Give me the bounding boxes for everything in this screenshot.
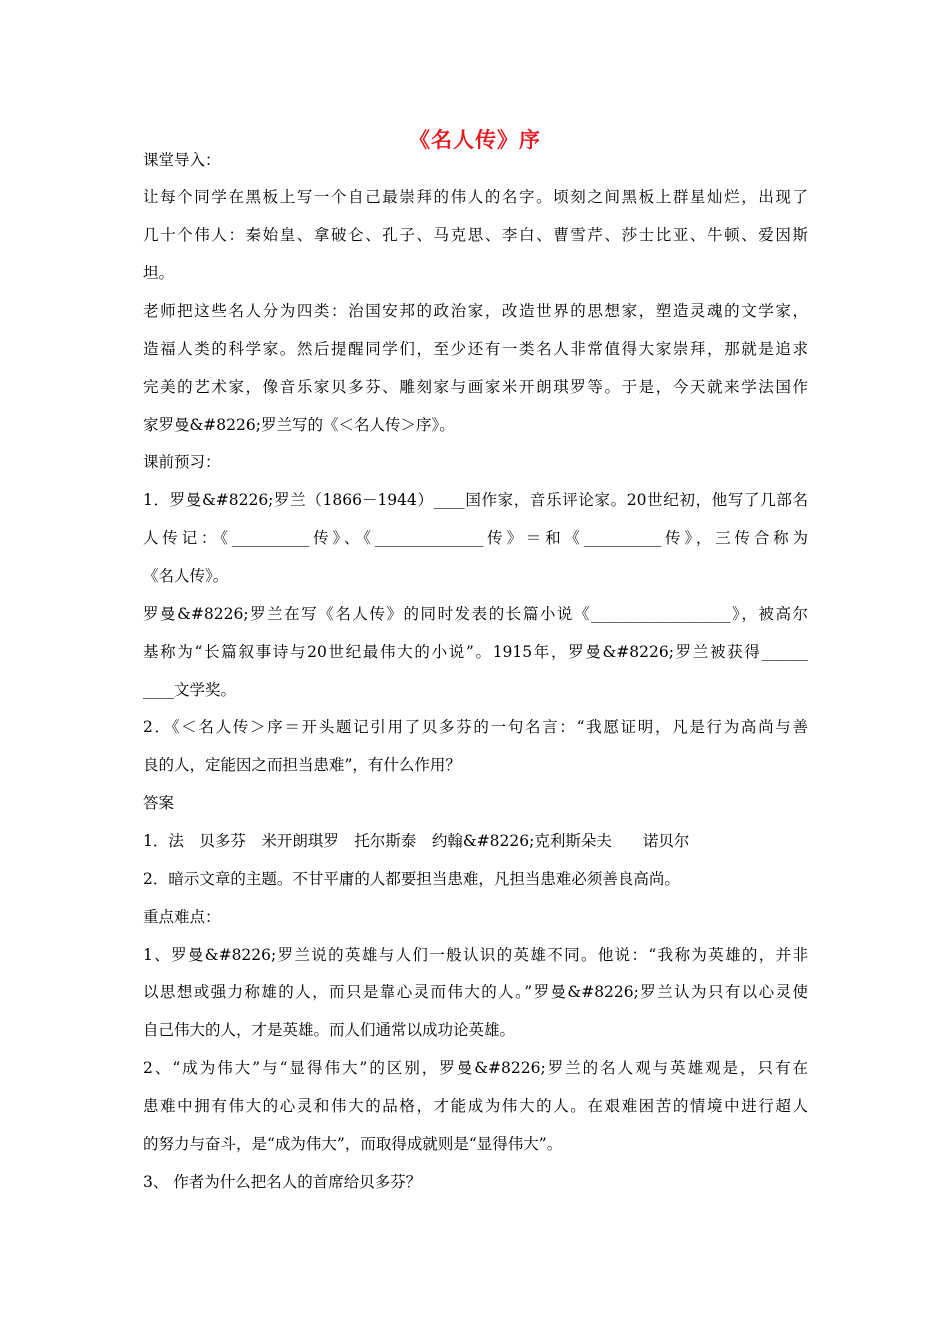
- text-line: 造福人类的科学家。然后提醒同学们，至少还有一类名人非常值得大家崇拜，那就是追求: [143, 340, 808, 358]
- document-title: 《名人传》序: [409, 127, 541, 152]
- text-line: 1、罗曼&#8226;罗兰说的英雄与人们一般认识的英雄不同。他说：“我称为英雄的，并非: [143, 946, 808, 964]
- text-line: 几十个伟人：秦始皇、拿破仑、孔子、马克思、李白、曹雪芹、莎士比亚、牛顿、爱因斯: [143, 226, 808, 244]
- text-line: 老师把这些名人分为四类：治国安邦的政治家，改造世界的思想家，塑造灵魂的文学家，: [143, 302, 808, 320]
- text-line: 让每个同学在黑板上写一个自己最崇拜的伟人的名字。顷刻之间黑板上群星灿烂，出现了: [143, 188, 808, 206]
- text-line: 家罗曼&#8226;罗兰写的《＜名人传＞序》。: [143, 416, 455, 434]
- text-line: 人传记：《__________传》、《______________传》＝和《__________传》，三传合称为: [143, 529, 808, 547]
- text-line: 课堂导入：: [143, 151, 221, 169]
- text-line: 以思想或强力称雄的人，而只是靠心灵而伟大的人。”罗曼&#8226;罗兰认为只有以心灵使: [143, 983, 808, 1001]
- text-line: 2．《＜名人传＞序＝开头题记引用了贝多芬的一句名言：“我愿证明，凡是行为高尚与善: [143, 718, 808, 736]
- text-line: 坦。: [143, 264, 175, 282]
- text-line: 罗曼&#8226;罗兰在写《名人传》的同时发表的长篇小说《__________________》，被高尔: [143, 605, 808, 623]
- text-line: 的努力与奋斗，是“成为伟大”，而取得成就则是“显得伟大”。: [143, 1135, 563, 1153]
- text-line: ____文学奖。: [143, 681, 237, 699]
- text-line: 良的人，定能因之而担当患难”，有什么作用？: [143, 756, 461, 774]
- text-line: 答案: [143, 794, 175, 812]
- text-line: 1．法 贝多芬 米开朗琪罗 托尔斯泰 约翰&#8226;克利斯朵夫 诺贝尔: [143, 832, 690, 850]
- text-line: 基称为“长篇叙事诗与20世纪最伟大的小说”。1915年，罗曼&#8226;罗兰被获得______: [143, 643, 808, 661]
- text-line: 完美的艺术家，像音乐家贝多芬、雕刻家与画家米开朗琪罗等。于是，今天就来学法国作: [143, 378, 808, 396]
- text-line: 患难中拥有伟大的心灵和伟大的品格，才能成为伟大的人。在艰难困苦的情境中进行超人: [143, 1097, 808, 1115]
- text-line: 2、“成为伟大”与“显得伟大”的区别，罗曼&#8226;罗兰的名人观与英雄观是，只有在: [143, 1059, 808, 1077]
- text-line: 2．暗示文章的主题。不甘平庸的人都要担当患难，凡担当患难必须善良高尚。: [143, 870, 680, 888]
- text-line: 3、 作者为什么把名人的首席给贝多芬？: [143, 1173, 422, 1191]
- text-line: 重点难点：: [143, 908, 221, 926]
- text-line: 《名人传》。: [143, 567, 229, 585]
- text-line: 课前预习：: [143, 453, 221, 471]
- text-line: 1．罗曼&#8226;罗兰（1866－1944）____国作家，音乐评论家。20世纪初，他写了几部名: [143, 491, 808, 509]
- text-line: 自己伟大的人，才是英雄。而人们通常以成功论英雄。: [143, 1021, 516, 1039]
